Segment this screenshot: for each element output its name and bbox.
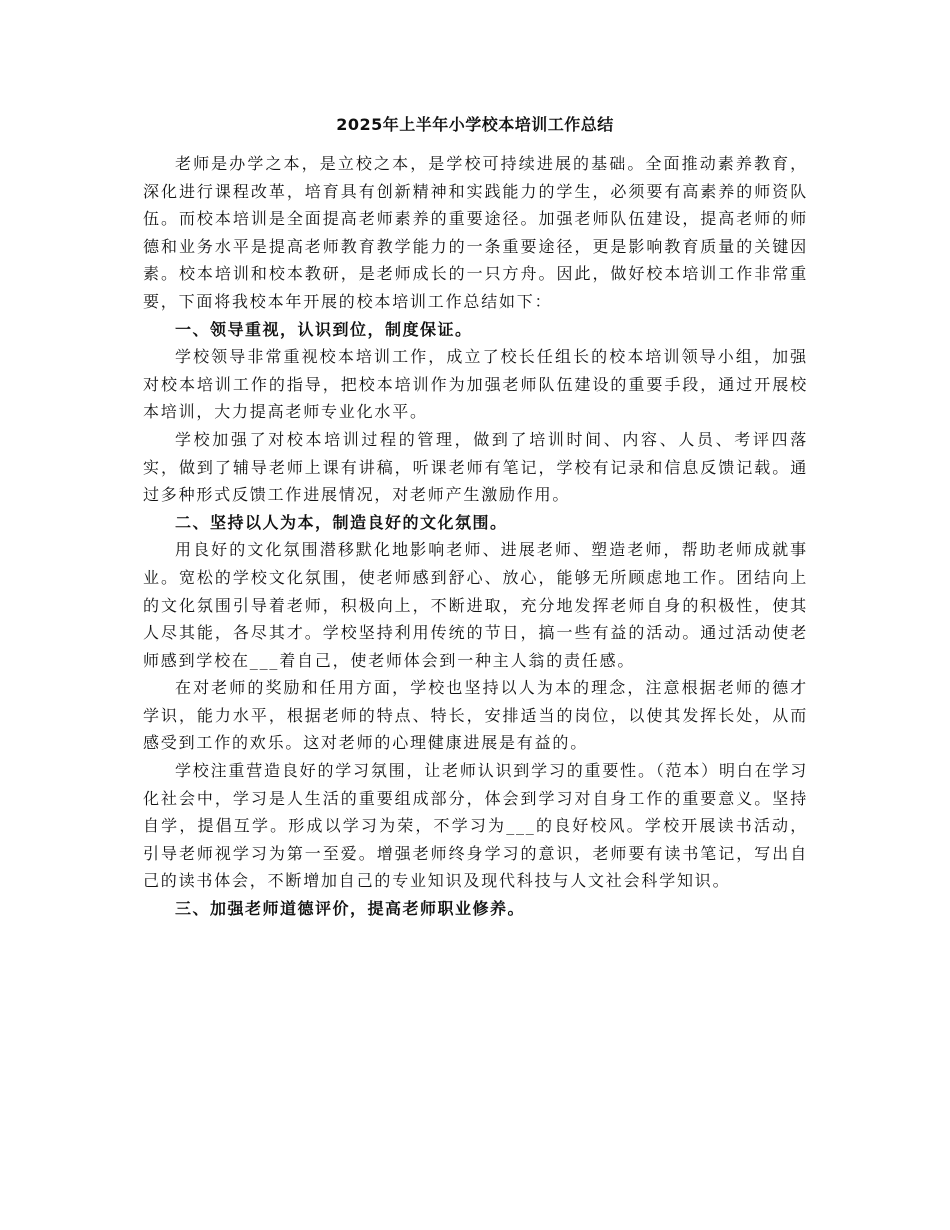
- section-2-paragraph-2: 在对老师的奖励和任用方面，学校也坚持以人为本的理念，注意根据老师的德才学识，能力水平，根据老师的特点、特长，安排适当的岗位，以使其发挥长处，从而感受到工作的欢乐。这对老师的心理健康进展是有益的。: [143, 678, 808, 753]
- section-1-paragraph-2: 学校加强了对校本培训过程的管理，做到了培训时间、内容、人员、考评四落实，做到了辅导老师上课有讲稿，听课老师有笔记，学校有记录和信息反馈记载。通过多种形式反馈工作进展情况，对老师产生激励作用。: [143, 429, 808, 505]
- document-body: [143, 150, 808, 923]
- section-heading-2: 二、坚持以人为本，制造良好的文化氛围。: [175, 512, 508, 532]
- section-heading-3: 三、加强老师道德评价，提高老师职业修养。: [175, 899, 526, 919]
- section-2-paragraph-1: 用良好的文化氛围潜移默化地影响老师、进展老师、塑造老师，帮助老师成就事业。宽松的学校文化氛围，使老师感到舒心、放心，能够无所顾虑地工作。团结向上的文化氛围引导着老师，积极向上，不断进取，充分地发挥老师自身的积极性，使其人尽其能，各尽其才。学校坚持利用传统的节日，搞一些有益的活动。通过活动使老师感到学校在___着自己，使老师体会到一种主人翁的责任感。: [143, 540, 808, 670]
- intro-paragraph: 老师是办学之本，是立校之本，是学校可持续进展的基础。全面推动素养教育，深化进行课程改革，培育具有创新精神和实践能力的学生，必须要有高素养的师资队伍。而校本培训是全面提高老师素养的重要途径。加强老师队伍建设，提高老师的师德和业务水平是提高老师教育教学能力的一条重要途径，更是影响教育质量的关键因素。校本培训和校本教研，是老师成长的一只方舟。因此，做好校本培训工作非常重要，下面将我校本年开展的校本培训工作总结如下：: [143, 154, 808, 311]
- section-2-paragraph-3: 学校注重营造良好的学习氛围，让老师认识到学习的重要性。（范本）明白在学习化社会中，学习是人生活的重要组成部分，体会到学习对自身工作的重要意义。坚持自学，提倡互学。形成以学习为荣，不学习为___的良好校风。学校开展读书活动，引导老师视学习为第一至爱。增强老师终身学习的意识，老师要有读书笔记，写出自己的读书体会，不断增加自己的专业知识及现代科技与人文社会科学知识。: [143, 761, 808, 891]
- section-heading-1: 一、领导重视，认识到位，制度保证。: [175, 319, 473, 339]
- document-title: 2025年上半年小学校本培训工作总结: [336, 115, 614, 134]
- section-1-paragraph-1: 学校领导非常重视校本培训工作，成立了校长任组长的校本培训领导小组，加强对校本培训工作的指导，把校本培训作为加强老师队伍建设的重要手段，通过开展校本培训，大力提高老师专业化水平。: [143, 347, 808, 422]
